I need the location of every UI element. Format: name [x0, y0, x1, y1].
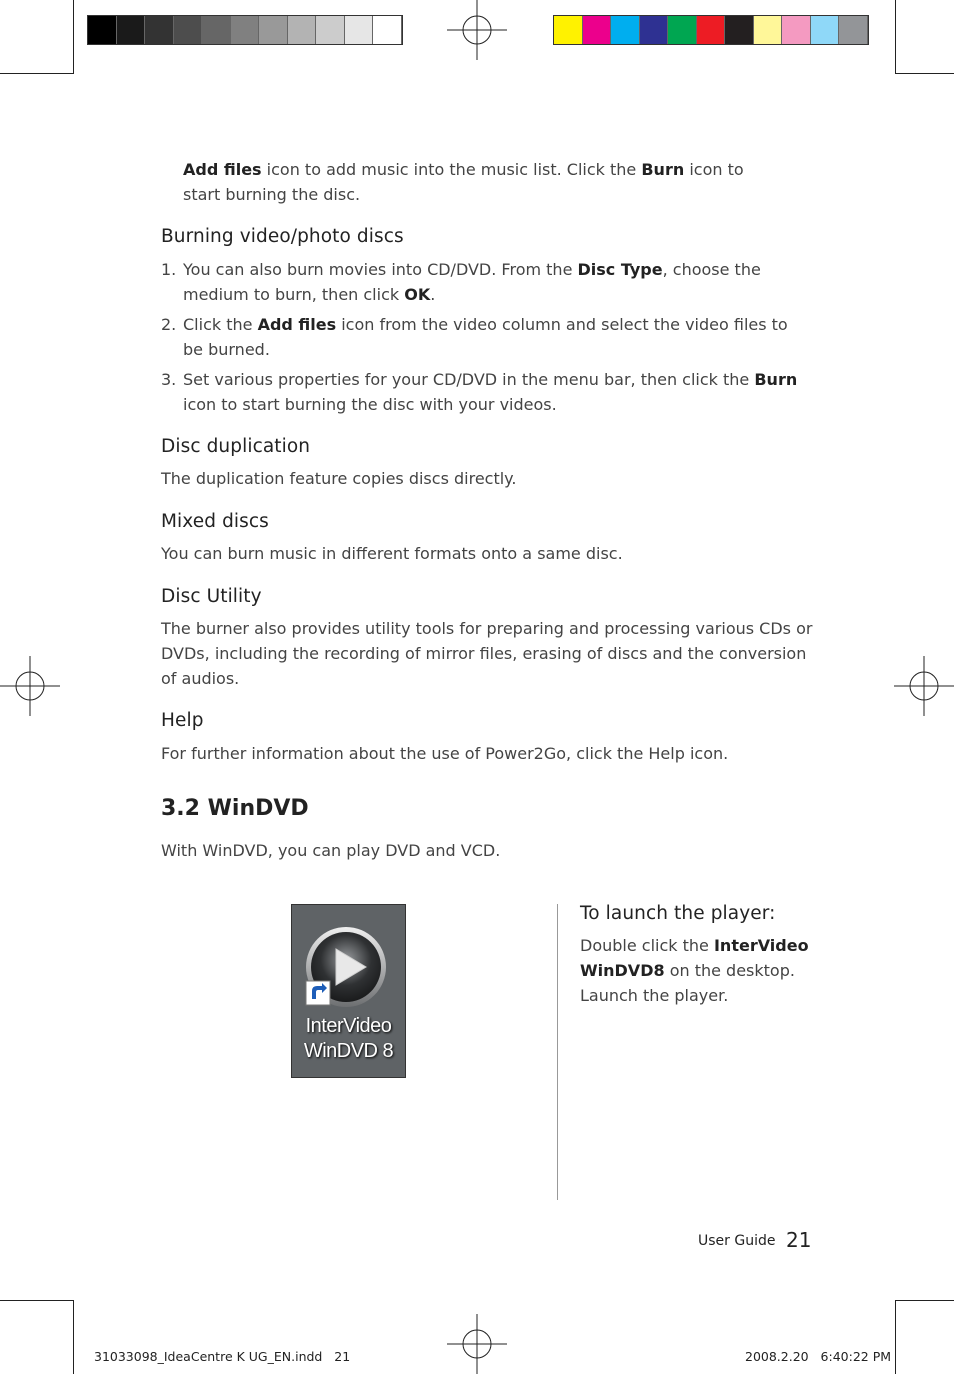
icon-label-line1: InterVideo — [305, 1015, 392, 1037]
registration-mark-icon — [894, 656, 954, 716]
color-swatch — [583, 16, 612, 44]
color-swatch — [231, 16, 260, 44]
color-swatch — [839, 16, 868, 44]
color-swatch — [640, 16, 669, 44]
list-item: Set various properties for your CD/DVD in the menu bar, then click the Burn icon to start burning the disc with your videos. — [183, 370, 798, 414]
mixed-discs-heading: Mixed discs — [161, 511, 269, 532]
color-swatch — [668, 16, 697, 44]
burning-heading: Burning video/photo discs — [161, 226, 404, 247]
list-item: You can also burn movies into CD/DVD. From the Disc Type, choose the medium to burn, then click OK. — [183, 260, 761, 304]
color-swatch — [554, 16, 583, 44]
color-swatch — [611, 16, 640, 44]
print-timestamp: 2008.2.20 6:40:22 PM — [745, 1349, 892, 1364]
file-info: 31033098_IdeaCentre K UG_EN.indd 21 — [94, 1349, 351, 1364]
color-swatch — [288, 16, 317, 44]
icon-label-line2: WinDVD 8 — [303, 1040, 394, 1062]
disc-utility-heading: Disc Utility — [161, 586, 262, 607]
color-swatch — [811, 16, 840, 44]
color-swatch — [697, 16, 726, 44]
crop-mark — [0, 1300, 74, 1301]
crop-mark — [0, 73, 74, 74]
color-swatch — [145, 16, 174, 44]
list-number: 1. — [161, 260, 177, 279]
color-swatch — [174, 16, 203, 44]
color-swatch — [725, 16, 754, 44]
color-swatch — [259, 16, 288, 44]
windvd-desktop-icon — [291, 904, 406, 1078]
color-swatch — [117, 16, 146, 44]
color-swatch — [88, 16, 117, 44]
registration-mark-icon — [447, 0, 507, 60]
help-text: For further information about the use of Power2Go, click the Help icon. — [161, 744, 729, 763]
page-number: 21 — [786, 1228, 812, 1252]
list-number: 2. — [161, 315, 177, 334]
crop-mark — [895, 1300, 896, 1374]
mixed-discs-text: You can burn music in different formats onto a same disc. — [161, 544, 623, 563]
color-swatch — [754, 16, 783, 44]
disc-utility-text: The burner also provides utility tools for preparing and processing various CDs or DVDs, including the recording of mirror files, erasing of discs and the conversion of audios. — [161, 619, 813, 688]
color-swatch — [782, 16, 811, 44]
help-heading: Help — [161, 710, 204, 731]
color-swatch — [316, 16, 345, 44]
section-title: 3.2 WinDVD — [161, 796, 309, 821]
intro-paragraph: Add files icon to add music into the music list. Click the Burn icon to start burning the disc. — [183, 160, 744, 204]
crop-mark — [895, 1300, 954, 1301]
crop-mark — [895, 0, 896, 74]
launch-instructions: Double click the InterVideo WinDVD8 on the desktop. Launch the player. — [580, 936, 809, 1005]
column-divider — [557, 904, 558, 1200]
color-swatch — [202, 16, 231, 44]
registration-mark-icon — [447, 1314, 507, 1374]
crop-mark — [73, 1300, 74, 1374]
list-item: Click the Add files icon from the video column and select the video files to be burned. — [183, 315, 788, 359]
color-swatch — [373, 16, 402, 44]
registration-mark-icon — [0, 656, 60, 716]
windvd-intro-text: With WinDVD, you can play DVD and VCD. — [161, 841, 501, 860]
user-guide-label: User Guide — [698, 1233, 776, 1249]
crop-mark — [73, 0, 74, 74]
crop-mark — [895, 73, 954, 74]
windvd-logo-icon — [292, 905, 405, 1015]
disc-duplication-heading: Disc duplication — [161, 436, 311, 457]
process-color-bar — [553, 15, 869, 45]
grayscale-color-bar — [87, 15, 403, 45]
list-number: 3. — [161, 370, 177, 389]
disc-duplication-text: The duplication feature copies discs directly. — [161, 469, 517, 488]
launch-heading: To launch the player: — [580, 903, 776, 924]
color-swatch — [345, 16, 374, 44]
